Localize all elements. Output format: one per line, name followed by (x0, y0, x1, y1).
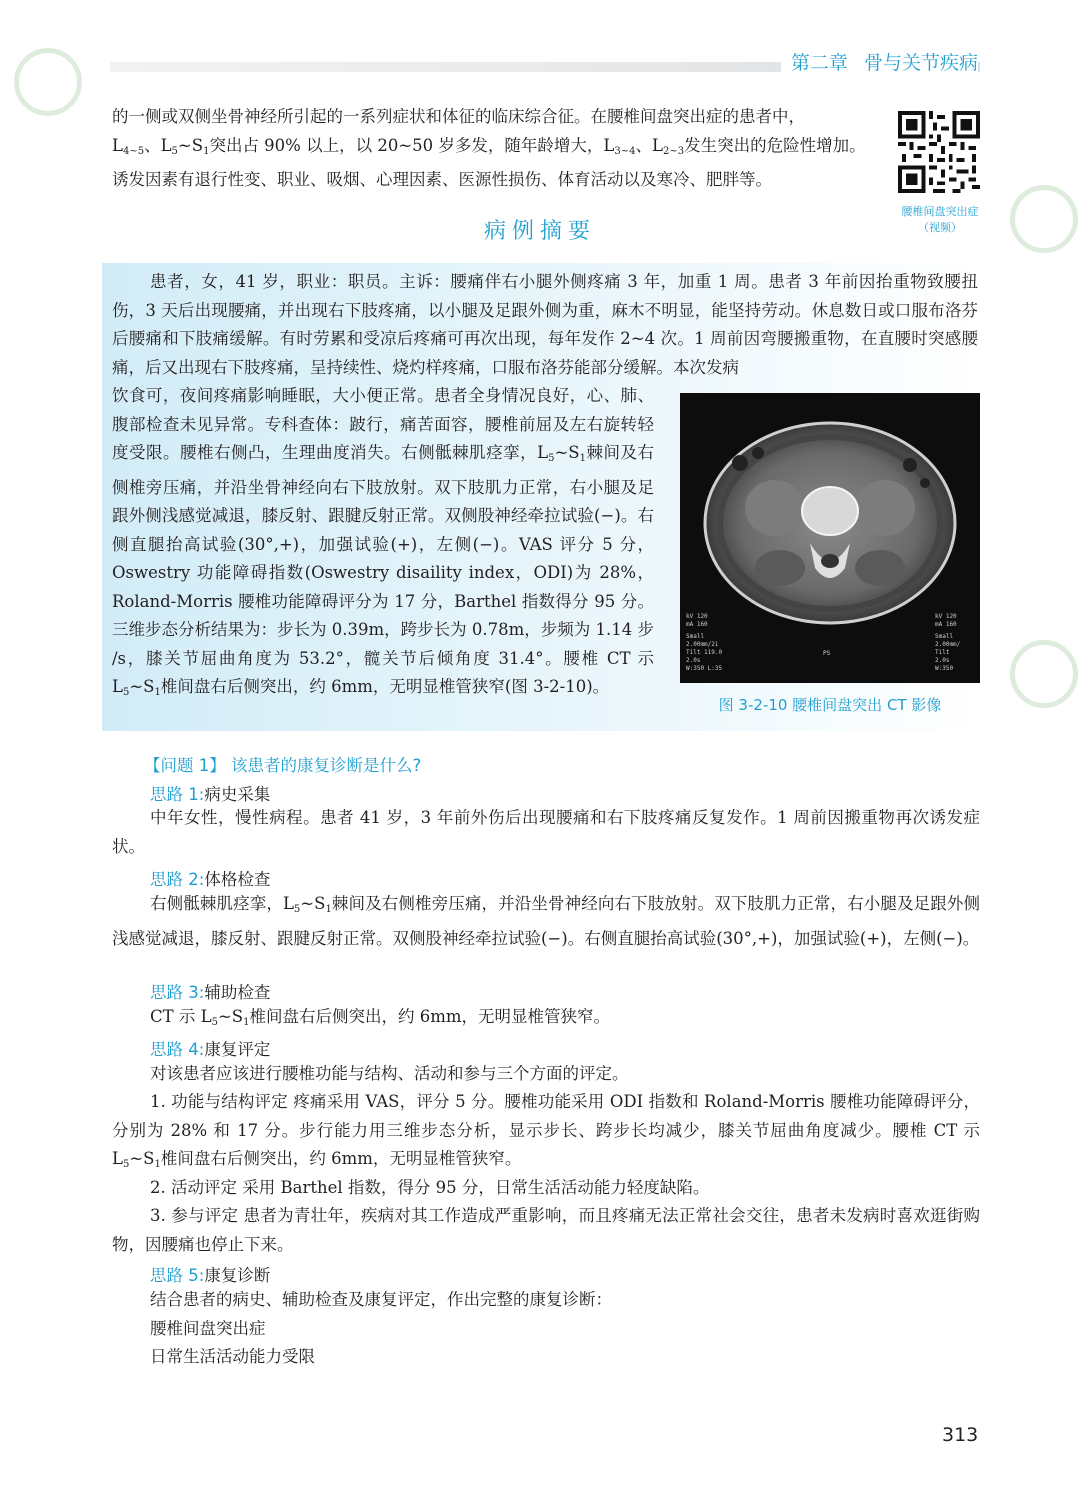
thought-4-heading (150, 1036, 270, 1060)
thought-label: 思路 3: (150, 983, 205, 1002)
subscript: 5 (122, 1159, 130, 1170)
subscript: 1 (203, 145, 210, 157)
case-text: 棘间及右侧椎旁压痛，并沿坐骨神经向右下肢放射。双下肢肌力正常，右小腿及足跟外侧浅感觉减退，膝反射、跟腱反射正常。双侧股神经牵拉试验(−)。右侧直腿抬高试验(30°,+)，加强试验(+)，左侧(−)。VAS 评分 5 分，Oswestry 功能障碍指数(Oswestry disaility index，ODI)为 28%，Roland-Morris 腰椎功能障碍评分为 17 分，Barthel 指数得分 95 分。三维步态分析结果为：步长为 0.39m，跨步长为 0.78m，步频为 1.14 步 /s，膝关节屈曲角度为 53.2°，髋关节后倾角度 31.4°。腰椎 CT 示 L (112, 443, 655, 696)
thought-4-item-3: 3. 参与评定 患者为青壮年，疾病对其工作造成严重影响，而且疼痛无法正常社会交往，患者未发病时喜欢逛街购物，因腰痛也停止下来。 (112, 1206, 980, 1254)
thought-label: 思路 5: (150, 1266, 205, 1285)
thought-title: 辅助检查 (204, 983, 271, 1002)
intro-line: 的一侧或双侧坐骨神经所引起的一系列症状和体征的临床综合征。在腰椎间盘突出症的患者中， (112, 107, 805, 126)
subscript: 5 (171, 145, 178, 157)
subscript: 1 (243, 1017, 250, 1028)
subscript: 1 (154, 1159, 161, 1170)
svg-text:kV 120: kV 120 (686, 613, 708, 620)
thought-3-text (112, 1003, 980, 1038)
subscript: 4~5 (122, 145, 145, 157)
thought-4-item-2: 2. 活动评定 采用 Barthel 指数，得分 95 分，日常生活活动能力轻度缺陷。 (150, 1178, 710, 1197)
publisher-logo-watermark (14, 48, 82, 116)
thought-4-item-1 (112, 1088, 980, 1180)
body-text: ~S (217, 1007, 244, 1026)
svg-text:W:350: W:350 (935, 665, 954, 672)
case-text: ~S (129, 677, 155, 696)
intro-paragraph (112, 103, 880, 195)
body-text: 1. 功能与结构评定 疼痛采用 VAS，评分 5 分。腰椎功能采用 ODI 指数和 Roland-Morris 腰椎功能障碍评分，分别为 28% 和 17 分。步行能力用三维步态分析，显示步长、跨步长均减少，膝关节屈曲角度减少。腰椎 CT 示 L (112, 1092, 980, 1168)
svg-text:2.0s: 2.0s (686, 657, 701, 664)
thought-2-heading (150, 866, 270, 890)
thought-label: 思路 2: (150, 870, 205, 889)
intro-text: 发生突出的危险性增加。 (684, 135, 866, 155)
thought-3-heading (150, 979, 270, 1003)
thought-title: 康复评定 (204, 1040, 271, 1059)
body-text: 右侧骶棘肌痉挛，L (150, 894, 294, 913)
intro-text: L (112, 135, 123, 155)
thought-5-heading (150, 1262, 270, 1286)
intro-line: 诱发因素有退行性变、职业、吸烟、心理因素、医源性损伤、体育活动以及寒冷、肥胖等。 (112, 170, 772, 189)
svg-text:2.0s: 2.0s (935, 657, 950, 664)
thought-title: 康复诊断 (204, 1266, 271, 1285)
body-text: ~S (300, 894, 326, 913)
body-text: 椎间盘右后侧突出，约 6mm，无明显椎管狭窄。 (160, 1149, 522, 1168)
diagnosis-item: 日常生活活动能力受限 (150, 1347, 315, 1366)
qr-caption-type: （视频） (918, 221, 962, 234)
section-title: 病例摘要 (483, 219, 596, 244)
svg-text:2.00mm/2i: 2.00mm/2i (686, 641, 719, 648)
subscript: 1 (154, 687, 161, 698)
subscript: 5 (293, 904, 301, 915)
case-text: 饮食可，夜间疼痛影响睡眠，大小便正常。患者全身情况良好，心、肺、腹部检查未见异常。专科查体：跛行，痛苦面容，腰椎前屈及左右旋转轻度受限。腰椎右侧凸，生理曲度消失。右侧骶棘肌痉挛， (112, 386, 654, 462)
subscript: 2~3 (662, 145, 685, 157)
qr-caption-title: 腰椎间盘突出症 (901, 205, 979, 218)
svg-text:mA 160: mA 160 (686, 621, 708, 628)
figure-caption: 图 3-2-10 腰椎间盘突出 CT 影像 (718, 696, 942, 714)
body-text: 椎间盘右后侧突出，约 6mm，无明显椎管狭窄。 (249, 1007, 611, 1026)
svg-text:Tilt: Tilt (935, 649, 950, 656)
thought-label: 思路 4: (150, 1040, 205, 1059)
case-text-left (112, 382, 654, 708)
svg-text:2.00mm/: 2.00mm/ (935, 641, 961, 648)
subscript: 1 (325, 904, 332, 915)
subscript: 5 (548, 453, 555, 464)
thought-title: 体格检查 (204, 870, 271, 889)
thought-5-intro: 结合患者的病史、辅助检查及康复评定，作出完整的康复诊断： (150, 1290, 612, 1309)
intro-text: 、L (144, 135, 172, 155)
intro-text: 突出占 90% 以上，以 20~50 岁多发，随年龄增大，L (209, 135, 615, 155)
diagnosis-item: 腰椎间盘突出症 (150, 1319, 266, 1338)
svg-text:Small: Small (686, 633, 705, 640)
thought-2-text (112, 890, 980, 953)
svg-text:Tilt 119.0: Tilt 119.0 (686, 649, 723, 656)
subscript: 1 (579, 453, 586, 464)
body-text: ~S (129, 1149, 155, 1168)
svg-text:Small: Small (935, 633, 954, 640)
ct-scan-image (680, 393, 980, 683)
thought-1-heading (150, 781, 270, 805)
case-text: 椎间盘右后侧突出，约 6mm，无明显椎管狭窄(图 3-2-10)。 (160, 677, 610, 696)
thought-1-text: 中年女性，慢性病程。患者 41 岁，3 年前外伤后出现腰痛和右下肢疼痛反复发作。1 周前因搬重物再次诱发症状。 (112, 808, 980, 856)
case-text: ~S (554, 443, 580, 462)
subscript: 3~4 (614, 145, 636, 157)
page-number: 313 (942, 1424, 979, 1446)
body-text: CT 示 L (150, 1007, 212, 1026)
svg-text:kV 120: kV 120 (935, 613, 957, 620)
body-text: 棘间及右侧椎旁压痛，并沿坐骨神经向右下肢放射。双下肢肌力正常，右小腿及足跟外侧浅感觉减退，膝反射、跟腱反射正常。双侧股神经牵拉试验(−)。右侧直腿抬高试验(30°,+)，加强试验(+)，左侧(−)。 (112, 894, 980, 948)
svg-text:W:350 L:35: W:350 L:35 (686, 665, 723, 672)
case-text-top: 患者，女，41 岁，职业：职员。主诉：腰痛伴右小腿外侧疼痛 3 年，加重 1 周。患者 3 年前因抬重物致腰扭伤，3 天后出现腰痛，并出现右下肢疼痛，以小腿及足跟外侧为重，麻木不明显，能坚持劳动。休息数日或口服布洛芬后腰痛和下肢痛缓解。有时劳累和受凉后疼痛可再次出现，每年发作 2~4 次。1 周前因弯腰搬重物，在直腰时突感腰痛，后又出现右下肢疼痛，呈持续性、烧灼样疼痛，口服布洛芬能部分缓解。本次发病 (112, 272, 978, 377)
intro-text: ~S (177, 135, 204, 155)
case-text: L (537, 443, 549, 462)
subscript: 5 (211, 1017, 218, 1028)
intro-text: 、L (635, 135, 663, 155)
svg-text:mA 160: mA 160 (935, 621, 957, 628)
chapter-number: 第二章 (790, 52, 848, 74)
question-heading: 【问题 1】 该患者的康复诊断是什么? (144, 756, 422, 775)
publisher-logo-watermark (1010, 640, 1078, 708)
subscript: 5 (122, 687, 130, 698)
thought-4-intro: 对该患者应该进行腰椎功能与结构、活动和参与三个方面的评定。 (150, 1064, 629, 1083)
running-header (781, 48, 978, 75)
chapter-title: 骨与关节疾病 (863, 52, 978, 74)
thought-label: 思路 1: (150, 785, 205, 804)
thought-title: 病史采集 (204, 785, 271, 804)
svg-text:PS: PS (823, 650, 831, 657)
qr-code-icon[interactable] (898, 111, 980, 193)
